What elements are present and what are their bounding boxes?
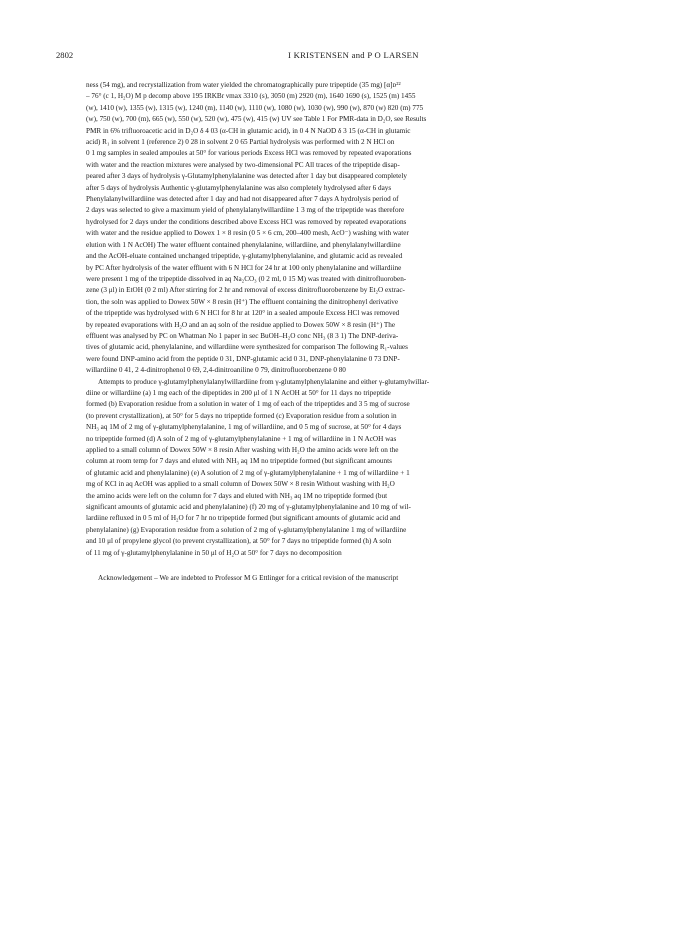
text-line: lardiine refluxed in 0 5 ml of H₂O for 7 hr no tripeptide formed (but significant amounts of glutamic acid and [86,514,401,523]
text-line: column at room temp for 7 days and eluted with NH₃ aq 1M no tripeptide formed (but significant amounts [86,457,392,466]
text-line: (w), 1410 (w), 1355 (w), 1315 (w), 1240 (m), 1140 (w), 1110 (w), 1080 (w), 1030 (w), 990 (w), 870 (w) 820 (m) 775 [86,103,424,112]
text-line: with water and the reaction mixtures were analysed by two-dimensional PC All traces of the tripeptide disap- [86,160,400,169]
text-line: by repeated evaporations with H₂O and an aq soln of the residue applied to Dowex 50W × 8 resin (H⁺) The [86,320,396,329]
text-line: elution with 1 N AcOH) The water effluent contained phenylalanine, willardiine, and phenylalanylwillardiine [86,240,401,249]
text-line: – 76° (c 1, H₂O) M p decomp above 195 IRKBr νmax 3310 (s), 3050 (m) 2920 (m), 1640 1690 (s), 1525 (m) 1455 [86,92,416,101]
text-line: (to prevent crystallization), at 50° for 5 days no tripeptide formed (c) Evaporation residue from a solution in [86,411,397,420]
page-number: 2802 [56,50,74,60]
text-line: Attempts to produce γ-glutamylphenylalanylwillardiine from γ-glutamylphenylalanine and either γ-glutamylwillar- [98,377,430,386]
text-line: of the tripeptide was hydrolysed with 6 N HCl for 8 hr at 120° in a sealed ampoule Excess HCl was removed [86,309,400,318]
text-line: and 10 μl of propylene glycol (to prevent crystallization), at 50° for 7 days no tripeptide formed (h) A soln [86,537,392,546]
text-line: by PC After hydrolysis of the water effluent with 6 N HCl for 24 hr at 100 only phenylalanine and willardiine [86,263,402,272]
text-line: formed (b) Evaporation residue from a solution in water of 1 mg of each of the tripeptides and 3 5 mg of sucrose [86,400,410,409]
running-head: I KRISTENSEN and P O LARSEN [288,50,419,60]
text-line: were present 1 mg of the tripeptide dissolved in aq Na₂CO₃ (0 2 ml, 0 15 M) was treated with dinitrofluoroben- [86,274,407,283]
text-line: after 5 days of hydrolysis Authentic γ-glutamylphenylalanine was also completely hydrolysed after 6 days [86,183,392,192]
text-line: willardiine 0 41, 2 4-dinitrophenol 0 69, 2,4-dinitroaniline 0 79, dinitrofluorobenzene 0 80 [86,366,346,375]
acknowledgement [86,573,606,584]
text-line: tion, the soln was applied to Dowex 50W × 8 resin (H⁺) The effluent containing the dinitrophenyl derivative [86,297,399,306]
text-line: no tripeptide formed (d) A soln of 2 mg of γ-glutamylphenylalanine + 1 mg of willardiine in 1 N AcOH was [86,434,397,443]
text-line: tives of glutamic acid, phenylalanine, and willardiine were synthesized for comparison The following R₁-values [86,343,408,352]
text-line: zene (3 μl) in EtOH (0 2 ml) After stirring for 2 hr and removal of excess dinitrofluorobenzene by Et₂O extrac- [86,286,405,295]
text-line: NH₃ aq 1M of 2 mg of γ-glutamylphenylalanine, 1 mg of willardiine, and 0 5 mg of sucrose, at 50° for 4 days [86,423,402,432]
text-line: of glutamic acid and phenylalanine) (e) A solution of 2 mg of γ-glutamylphenylalanine + 1 mg of willardiine + 1 [86,468,410,477]
acknowledgement-text: Acknowledgement – We are indebted to Professor M G Ettlinger for a critical revision of the manuscript [98,574,399,583]
text-line: 2 days was selected to give a maximum yield of phenylalanylwillardiine 1 3 mg of the tripeptide was therefore [86,206,405,215]
text-line: hydrolysed for 2 days under the conditions described above Excess HCl was removed by repeated evaporations [86,217,407,226]
experimental-paragraph [86,80,606,377]
text-line: ness (54 mg), and recrystallization from water yielded the chromatographically pure tripeptide (35 mg) [α]ᴅ²² [86,81,401,89]
text-line: PMR in 6% trifluoroacetic acid in D₂O δ 4 03 (α-CH in glutamic acid), in 0 4 N NaOD δ 3 15 (α-CH in glutamic [86,126,411,135]
text-line: phenylalanine) (g) Evaporation residue from a solution of 2 mg of γ-glutamylphenylalanine 1 mg of willardiine [86,525,407,534]
text-line: Phenylalanylwillardiine was detected after 1 day and had not disappeared after 7 days A hydrolysis period of [86,195,399,204]
text-line: applied to a small column of Dowex 50W × 8 resin After washing with H₂O the amino acids were left on the [86,446,399,454]
text-line: of 11 mg of γ-glutamylphenylalanine in 50 μl of H₂O at 50° for 7 days no decomposition [86,548,342,557]
text-line: 0 1 mg samples in sealed ampoules at 50° for various periods Excess HCl was removed by repeated evaporations [86,149,412,158]
text-line: mg of KCl in aq AcOH was applied to a small column of Dowex 50W × 8 resin Without washing with H₂O [86,480,395,489]
text-line: effluent was analysed by PC on Whatman No 1 paper in sec BuOH–H₂O conc NH₃ (8 3 1) The DNP-deriva- [86,331,399,340]
text-line: significant amounts of glutamic acid and phenylalanine) (f) 20 mg of γ-glutamylphenylalanine and 10 mg of wil- [86,503,411,512]
text-line: (w), 750 (w), 700 (m), 665 (w), 550 (w), 520 (w), 475 (w), 415 (w) UV see Table 1 For PMR-data in D₂O, see Results [86,115,427,124]
article-body [86,80,606,584]
text-line: were found DNP-amino acid from the peptide 0 31, DNP-glutamic acid 0 31, DNP-phenylalanine 0 73 DNP- [86,354,400,363]
text-line: diine or willardiine (a) 1 mg each of the dipeptides in 200 μl of 1 N AcOH at 50° for 11 days no tripeptide [86,388,391,397]
text-line: peared after 3 days of hydrolysis γ-Glutamylphenylalanine was detected after 1 day but disappeared completely [86,172,407,181]
text-line: with water and the residue applied to Dowex 1 × 8 resin (0 5 × 6 cm, 200–400 mesh, AcO⁻) washing with water [86,229,409,238]
text-line: the amino acids were left on the column for 7 days and eluted with NH₃ aq 1M no tripeptide formed (but [86,491,388,500]
attempts-paragraph [86,377,606,560]
text-line: and the AcOH-eluate contained unchanged tripeptide, γ-glutamylphenylalanine, and glutamic acid as revealed [86,252,403,261]
text-line: acid) R₁ in solvent 1 (reference 2) 0 28 in solvent 2 0 65 Partial hydrolysis was performed with 2 N HCl on [86,138,395,147]
